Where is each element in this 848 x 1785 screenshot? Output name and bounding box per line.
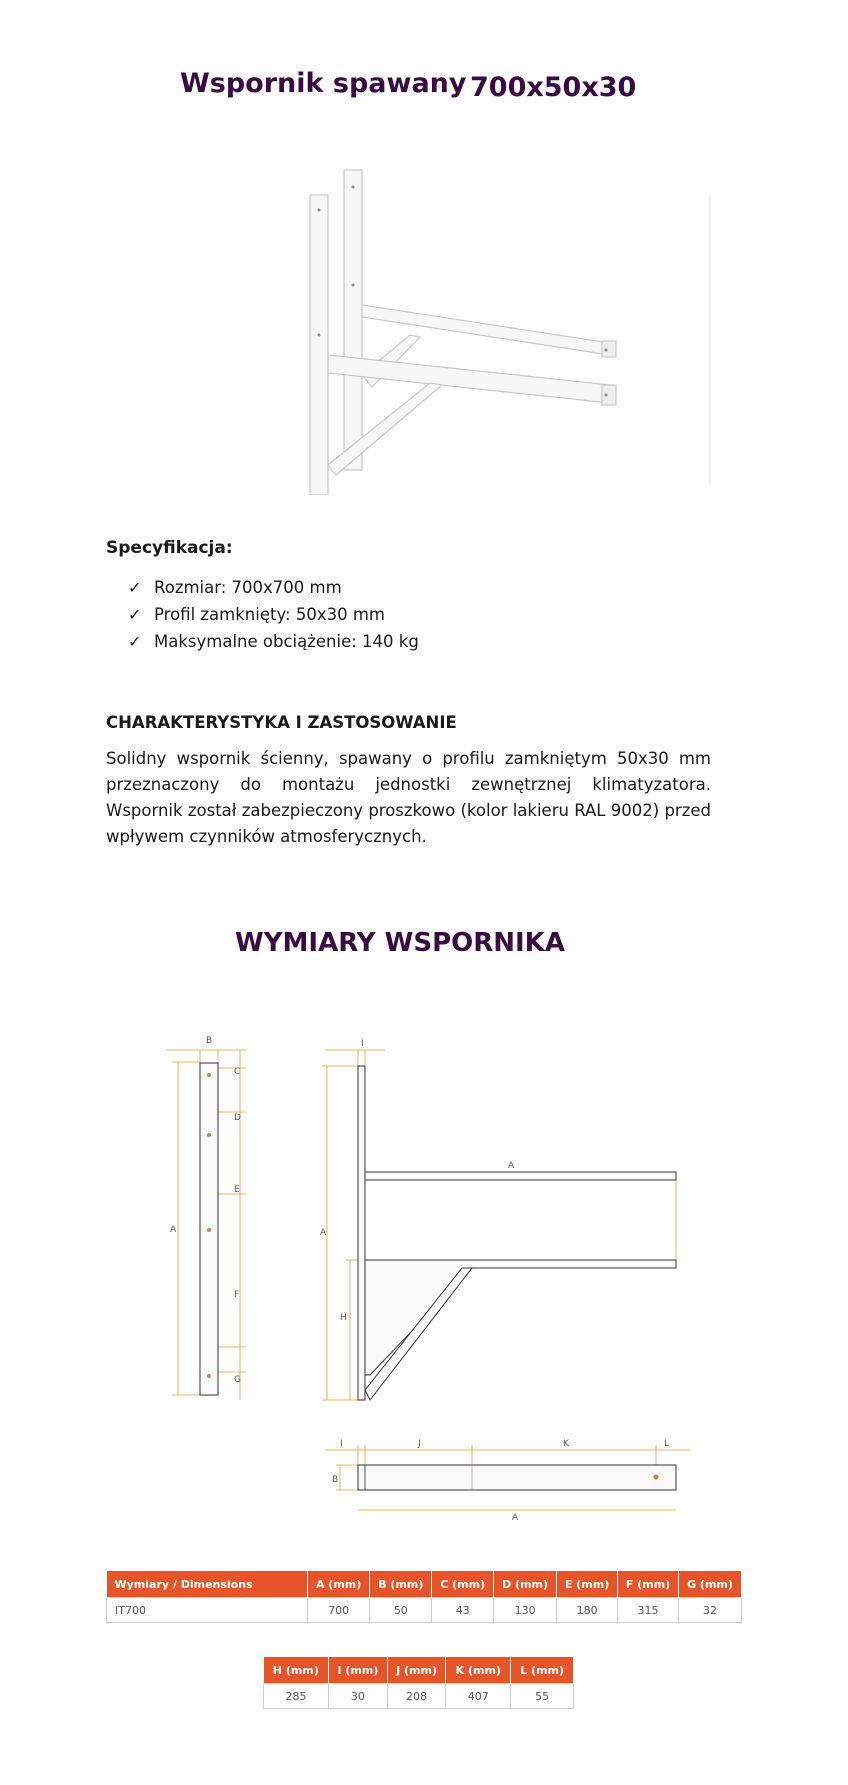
table-cell: 700	[308, 1598, 370, 1623]
title-name: Wspornik spawany	[180, 68, 467, 99]
table-header: F (mm)	[618, 1571, 679, 1598]
table-cell: 285	[264, 1684, 329, 1709]
label-J: J	[418, 1439, 421, 1449]
label-F: F	[234, 1290, 240, 1300]
table-header: A (mm)	[308, 1571, 370, 1598]
label-A-mid: A	[508, 1161, 515, 1171]
dimensions-table-2	[263, 1657, 574, 1709]
spec-item-size: Rozmiar: 700x700 mm	[154, 578, 342, 597]
table-row	[264, 1684, 574, 1709]
table-cell: 208	[387, 1684, 446, 1709]
table-header: J (mm)	[387, 1657, 446, 1684]
characteristics-text: Solidny wspornik ścienny, spawany o profilu zamkniętym 50x30 mm przeznaczony do montażu jednostki zewnętrznej klimatyzatora. Wspornik został zabezpieczony proszkowo (kolor lakieru RAL 9002) przed wpływem czynników atmosferycznych.	[106, 749, 711, 846]
page-title	[0, 68, 848, 108]
table-cell: 315	[618, 1598, 679, 1623]
product-photo	[280, 165, 760, 495]
table-header: D (mm)	[494, 1571, 557, 1598]
label-I-bottom: I	[340, 1439, 343, 1449]
table-header: B (mm)	[370, 1571, 432, 1598]
table-cell: 55	[511, 1684, 574, 1709]
label-L: L	[664, 1439, 670, 1449]
check-icon: ✓	[128, 632, 142, 651]
dimensions-heading: WYMIARY WSPORNIKA	[235, 928, 565, 958]
specification-list	[128, 574, 419, 655]
label-A-left: A	[170, 1225, 177, 1235]
table-cell: IT700	[107, 1598, 308, 1623]
label-B-bottom: B	[332, 1475, 339, 1485]
label-A-vertical: A	[320, 1228, 327, 1238]
table-cell: 43	[432, 1598, 494, 1623]
specification-heading: Specyfikacja:	[106, 538, 233, 558]
table-header: E (mm)	[557, 1571, 618, 1598]
label-B: B	[206, 1036, 213, 1046]
table-header: L (mm)	[511, 1657, 574, 1684]
table-header: G (mm)	[678, 1571, 741, 1598]
label-D: D	[234, 1113, 241, 1123]
label-E: E	[234, 1185, 240, 1195]
list-item	[128, 601, 419, 628]
table-cell: 50	[370, 1598, 432, 1623]
table-cell: 30	[329, 1684, 388, 1709]
dimensions-table	[106, 1571, 742, 1623]
label-H: H	[340, 1313, 347, 1323]
characteristics-heading: CHARAKTERYSTYKA I ZASTOSOWANIE	[106, 713, 457, 732]
list-item	[128, 628, 419, 655]
table-cell: 180	[557, 1598, 618, 1623]
spec-item-load: Maksymalne obciążenie: 140 kg	[154, 632, 419, 651]
table-header: H (mm)	[264, 1657, 329, 1684]
table-cell: 407	[446, 1684, 511, 1709]
dimension-drawing	[0, 1020, 848, 1540]
spec-item-profile: Profil zamknięty: 50x30 mm	[154, 605, 385, 624]
table-cell: 32	[678, 1598, 741, 1623]
table-header: K (mm)	[446, 1657, 511, 1684]
check-icon: ✓	[128, 578, 142, 597]
label-I: I	[361, 1039, 364, 1049]
table-header: I (mm)	[329, 1657, 388, 1684]
list-item	[128, 574, 419, 601]
table-row	[107, 1598, 742, 1623]
check-icon: ✓	[128, 605, 142, 624]
table-header: Wymiary / Dimensions	[107, 1571, 308, 1598]
label-G: G	[234, 1375, 241, 1385]
label-K: K	[563, 1439, 569, 1449]
table-cell: 130	[494, 1598, 557, 1623]
label-A-bottom: A	[512, 1513, 519, 1523]
title-size: 700x50x30	[470, 72, 637, 103]
table-header: C (mm)	[432, 1571, 494, 1598]
label-C: C	[234, 1067, 241, 1077]
